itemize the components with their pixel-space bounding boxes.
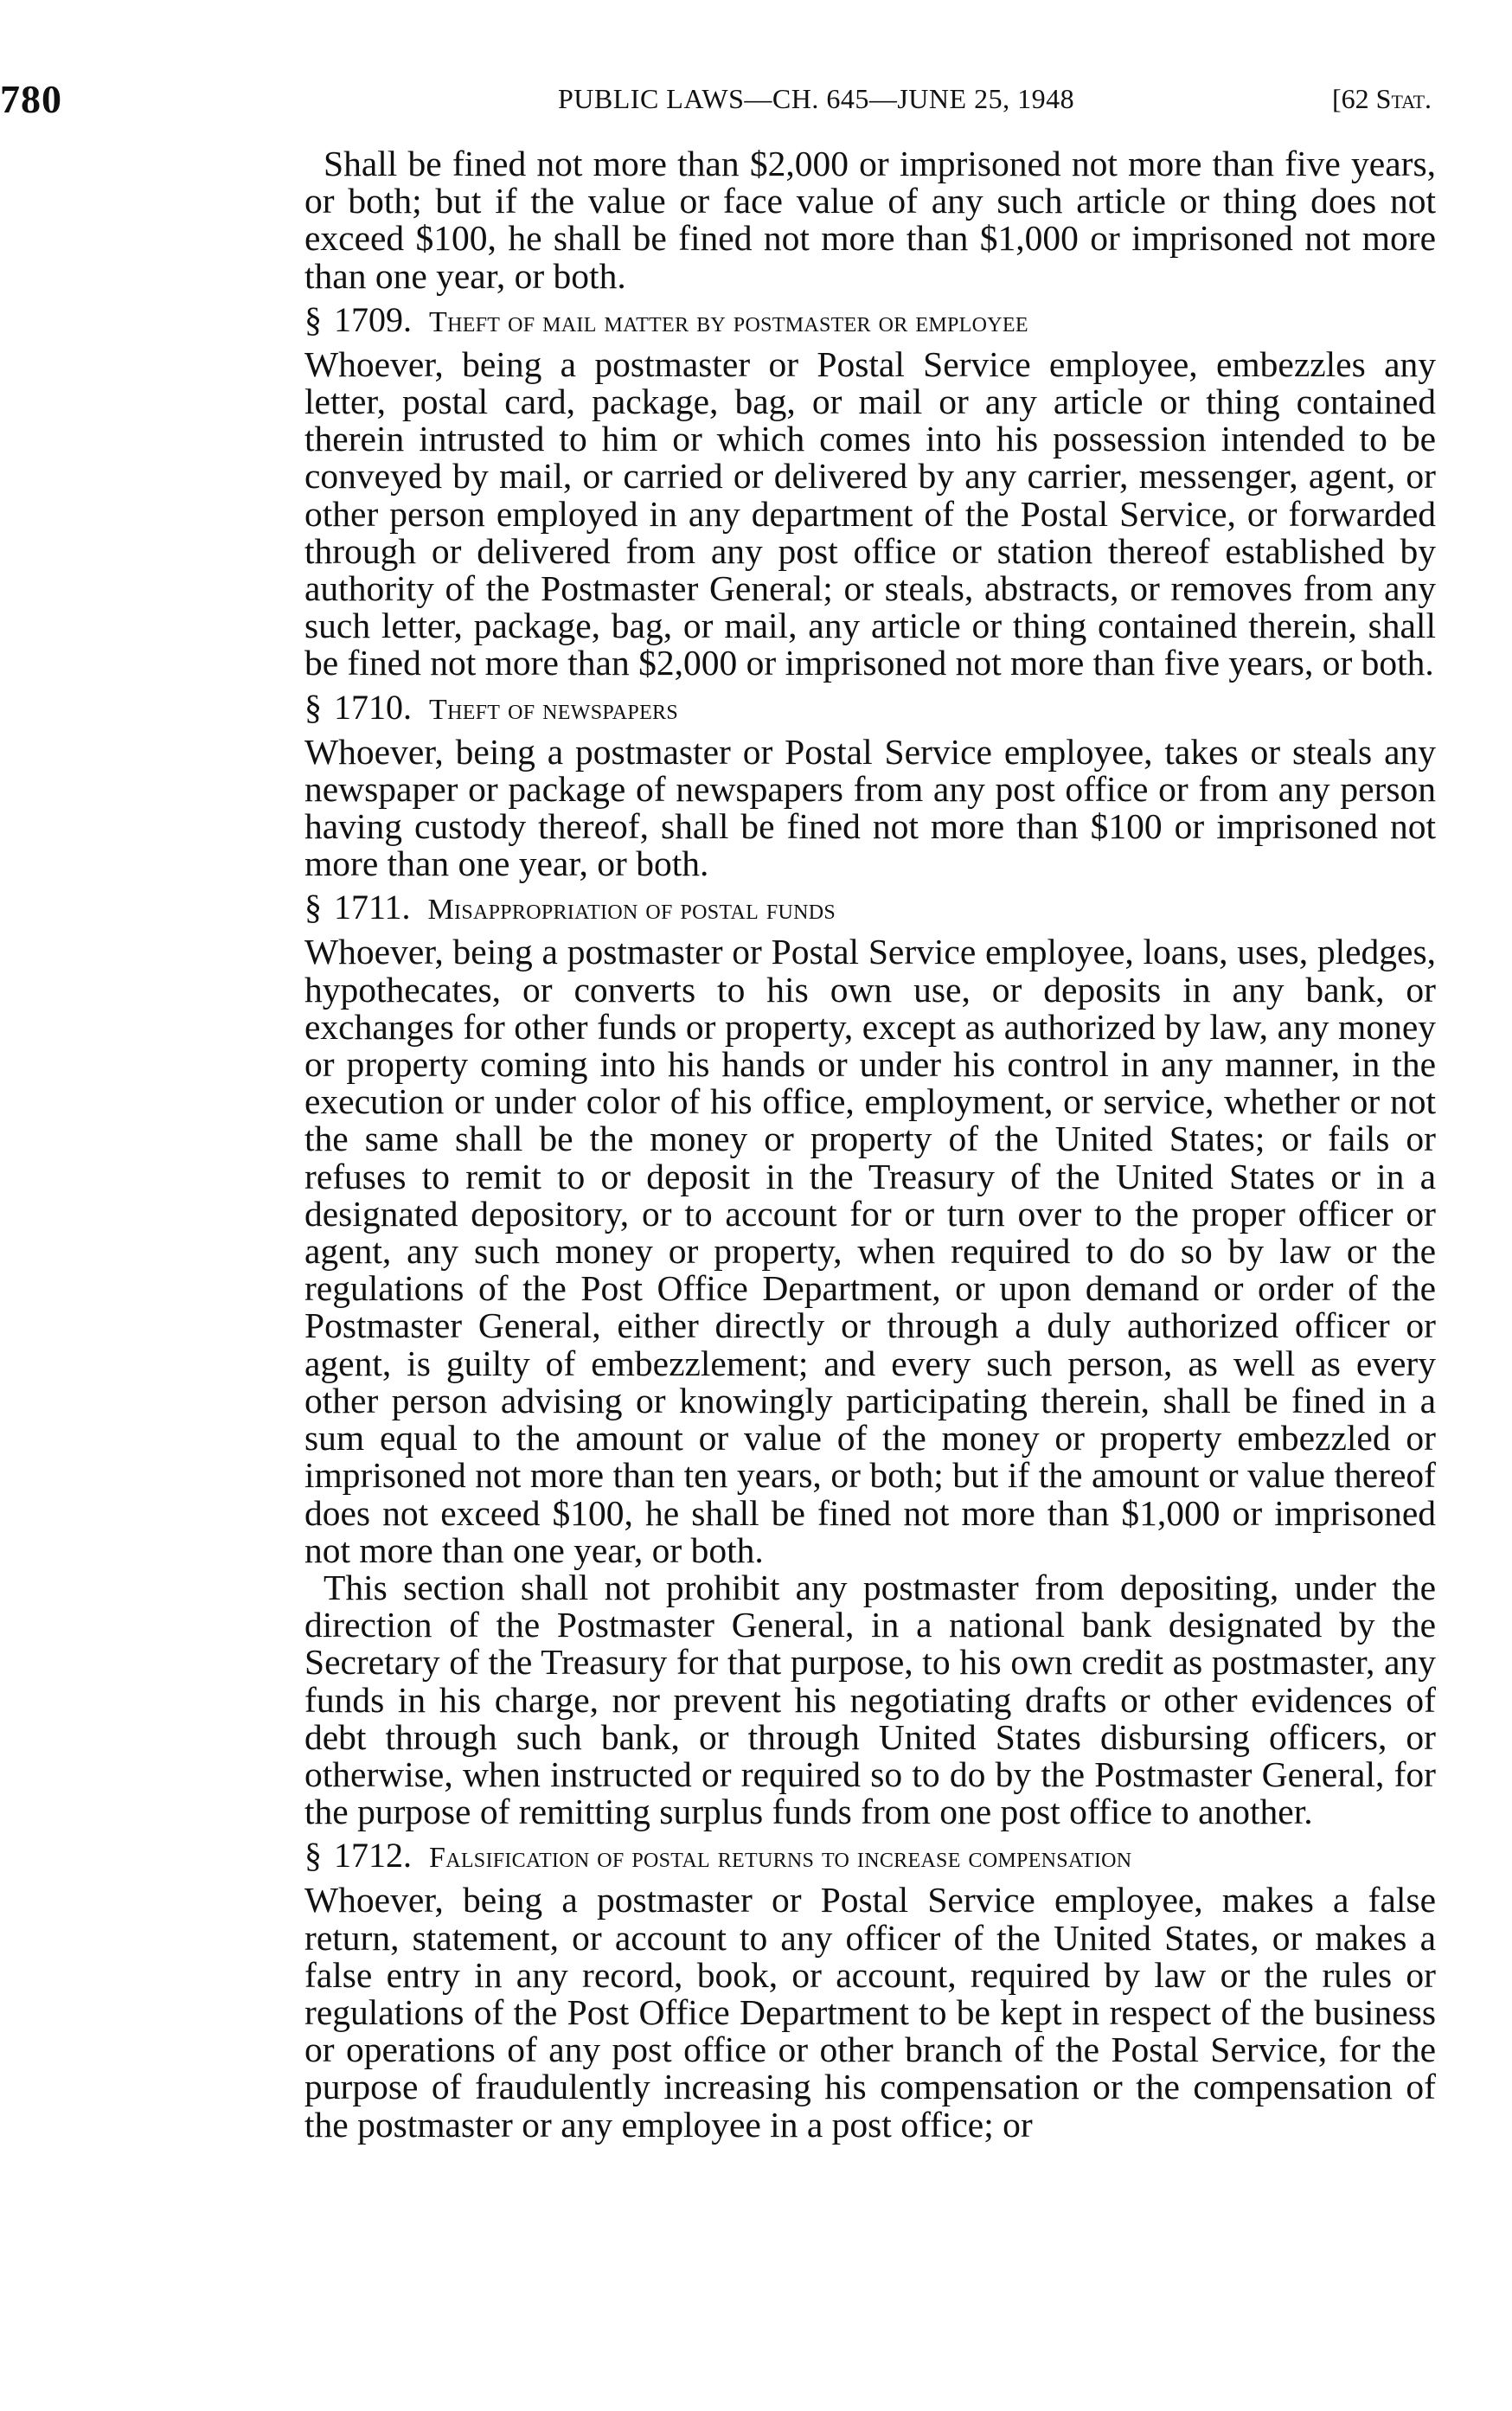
section-number: 1710.: [334, 687, 412, 727]
section-1712-body: Whoever, being a postmaster or Postal Service employee, makes a false return, statement, or account to any officer of the United States, or makes a false entry in any record, book, or account, required by law or the rules or regulations of the Post Office Department to be kept in respect of the business or operations of any post office or other branch of the Postal Service, for the purpose of fraudulently increasing his compensation or the compensation of the postmaster or any employee in a post office; or: [304, 1880, 1436, 2145]
page-header: [0, 76, 1512, 128]
section-number: 1711.: [334, 888, 411, 927]
section-number: 1709.: [334, 299, 412, 339]
page-number: 780: [0, 77, 62, 121]
page-body: [304, 145, 1436, 2144]
section-1711-body: Whoever, being a postmaster or Postal Service employee, loans, uses, pledges, hypothecates, or converts to his own use, or deposits in any bank, or exchanges for other funds or property, except as authorized by law, any money or property coming into his hands or under his control in any manner, in the execution or under color of his office, employment, or service, whether or not the same shall be the money or property of the United States; or fails or refuses to remit to or deposit in the Treasury of the United States or in a designated depository, or to account for or turn over to the proper officer or agent, any such money or property, when required to do so by law or the regulations of the Post Office Department, or upon demand or order of the Postmaster General, either directly or through a duly authorized officer or agent, is guilty of embezzlement; and every such person, as well as every other person advising or knowingly participating therein, shall be fined in a sum equal to the amount or value of the money or property embezzled or imprisoned not more than ten years, or both; but if the amount or value thereof does not exceed $100, he shall be fined not more than $1,000 or imprisoned not more than one year, or both.: [304, 932, 1436, 1570]
section-heading-1712: [304, 1836, 1436, 1878]
statute-reference: [62 Stat.: [1332, 83, 1432, 114]
section-heading-1711: [304, 888, 1436, 930]
section-title: Misappropriation of postal funds: [427, 894, 836, 927]
section-number: 1712.: [334, 1836, 412, 1876]
section-title: Falsification of postal returns to increase compensation: [429, 1842, 1132, 1875]
section-heading-1710: [304, 688, 1436, 730]
running-head: PUBLIC LAWS—CH. 645—JUNE 25, 1948: [558, 83, 1075, 114]
section-title: Theft of newspapers: [429, 693, 678, 726]
section-symbol: §: [304, 299, 322, 339]
section-symbol: §: [304, 888, 322, 927]
section-title: Theft of mail matter by postmaster or employee: [429, 305, 1028, 338]
intro-paragraph: Shall be fined not more than $2,000 or imprisoned not more than five years, or both; but if the value or face value of any such article or thing does not exceed $100, he shall be fined not more than $1,000 or imprisoned not more than one year, or both.: [304, 144, 1436, 296]
section-symbol: §: [304, 687, 322, 727]
section-heading-1709: [304, 300, 1436, 343]
section-1709-body: Whoever, being a postmaster or Postal Service employee, embezzles any letter, postal card, package, bag, or mail or any article or thing contained therein intrusted to him or which comes into his possession intended to be conveyed by mail, or carried or delivered by any carrier, messenger, agent, or other person employed in any department of the Postal Service, or forwarded through or delivered from any post office or station thereof established by authority of the Postmaster General; or steals, abstracts, or removes from any such letter, package, bag, or mail, any article or thing contained therein, shall be fined not more than $2,000 or imprisoned not more than five years, or both.: [304, 343, 1436, 683]
section-1711-body-continued: This section shall not prohibit any postmaster from depositing, under the direction of the Postmaster General, in a national bank designated by the Secretary of the Treasury for that purpose, to his own credit as postmaster, any funds in his charge, nor prevent his negotiating drafts or other evidences of debt through such bank, or through United States disbursing officers, or otherwise, when instructed or required so to do by the Postmaster General, for the purpose of remitting surplus funds from one post office to another.: [304, 1567, 1436, 1832]
section-1710-body: Whoever, being a postmaster or Postal Service employee, takes or steals any newspaper or package of newspapers from any post office or from any person having custody thereof, shall be fined not more than $100 or imprisoned not more than one year, or both.: [304, 731, 1436, 884]
section-symbol: §: [304, 1836, 322, 1876]
